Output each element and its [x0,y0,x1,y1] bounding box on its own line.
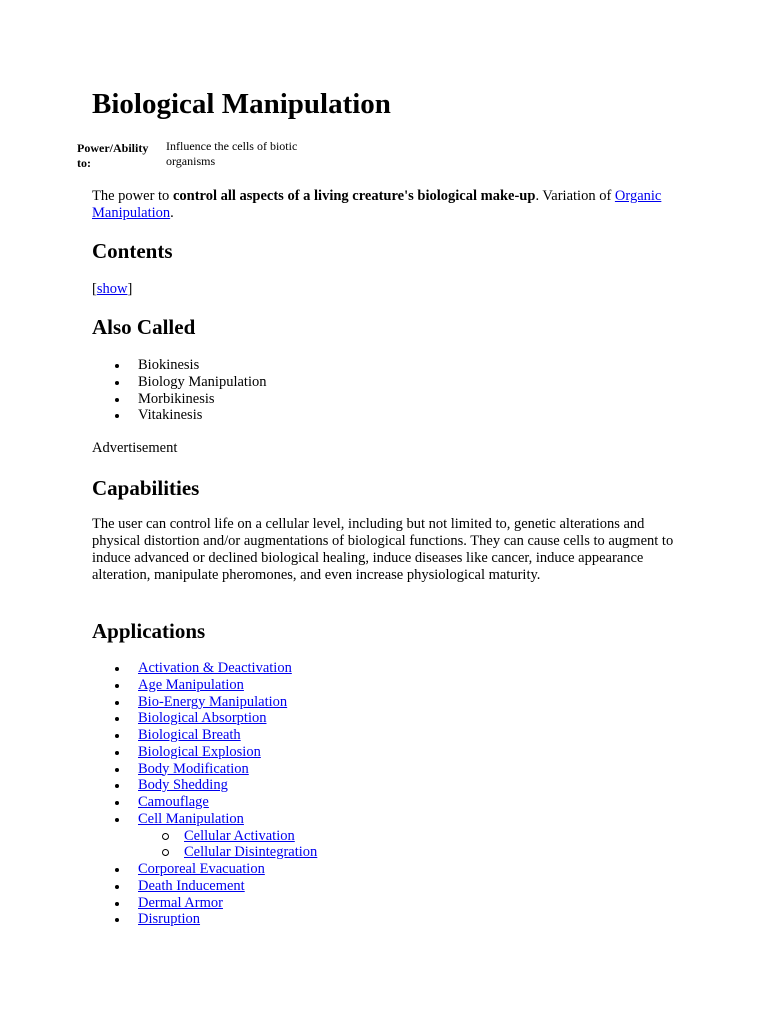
hollow-bullet-icon [162,849,169,856]
bullet-icon [115,818,119,822]
intro-bold-text: control all aspects of a living creature's biological make-up [172,188,536,204]
bullet-icon [115,885,119,889]
application-link[interactable]: Biological Breath [138,727,241,743]
show-contents-link[interactable]: show [96,281,128,297]
list-item [92,391,266,408]
application-link[interactable]: Body Shedding [138,777,228,794]
applications-heading: Applications [92,619,206,643]
list-item [92,911,317,928]
list-item [92,794,317,811]
application-link[interactable]: Cell Manipulation [138,810,244,827]
list-item [92,407,266,424]
bullet-icon [115,398,119,402]
list-item [92,761,317,778]
contents-toggle-line [92,281,292,298]
also-called-list [92,357,266,424]
list-item [92,811,317,828]
application-link[interactable]: Camouflage [138,794,209,810]
bullet-icon [115,667,119,671]
bullet-icon [115,868,119,872]
list-item-label: Vitakinesis [138,407,203,424]
bullet-icon [115,768,119,772]
capabilities-heading: Capabilities [92,476,200,500]
toc-bracket-close: ] [127,281,133,297]
list-item-label: Morbikinesis [138,390,215,407]
bullet-icon [115,381,119,385]
also-called-heading: Also Called [92,315,196,339]
bullet-icon [115,784,119,788]
list-item-label: Biokinesis [138,357,200,373]
list-item [92,357,266,374]
list-item [92,694,317,711]
hollow-bullet-icon [162,833,169,840]
bullet-icon [115,684,119,688]
organic-manipulation-link[interactable]: Organic Manipulation [92,188,662,221]
list-item [92,744,317,761]
application-link[interactable]: Bio-Energy Manipulation [138,693,288,710]
application-link[interactable]: Disruption [138,911,201,928]
list-item-label: Biology Manipulation [138,373,267,390]
application-link[interactable]: Dermal Armor [138,894,223,911]
list-item [92,861,317,878]
bullet-icon [115,701,119,705]
list-item [92,727,317,744]
list-item [92,710,317,727]
sub-list-item [92,844,317,861]
list-item [92,677,317,694]
list-item [92,374,266,391]
bullet-icon [115,918,119,922]
intro-middle: . Variation of [535,188,615,204]
application-sub-link[interactable]: Cellular Activation [184,827,295,844]
list-item [92,895,317,912]
infobox-label: Power/Ability to: [77,141,149,170]
bullet-icon [115,414,119,418]
application-link[interactable]: Biological Absorption [138,710,267,727]
list-item [92,660,317,677]
application-link[interactable]: Death Inducement [138,877,245,894]
list-item [92,878,317,895]
bullet-icon [115,717,119,721]
application-link[interactable]: Corporeal Evacuation [138,861,265,877]
bullet-icon [115,801,119,805]
page-title: Biological Manipulation [92,88,391,120]
capabilities-paragraph: The user can control life on a cellular level, including but not limited to, genetic alterations and physical distortion and/or augmentations of biological functions. They can cause cells to augment to induce advanced or declined biological healing, induce diseases like cancer, induce appearance alteration, manipulate pheromones, and even increase physiological maturity. [92,516,674,583]
application-link[interactable]: Activation & Deactivation [138,660,292,676]
list-item [92,777,317,794]
application-sub-link[interactable]: Cellular Disintegration [184,844,318,861]
intro-suffix: . [170,205,174,221]
toc-bracket-open: [ [92,281,97,297]
bullet-icon [115,734,119,738]
bullet-icon [115,902,119,906]
intro-prefix: The power to [92,188,173,204]
sub-list-item [92,828,317,845]
application-link[interactable]: Age Manipulation [138,676,244,693]
application-link[interactable]: Body Modification [138,760,249,777]
application-link[interactable]: Biological Explosion [138,743,261,760]
contents-heading: Contents [92,239,173,263]
infobox-value: Influence the cells of biotic organisms [166,139,298,168]
advertisement-label: Advertisement [92,440,178,456]
bullet-icon [115,364,119,368]
bullet-icon [115,751,119,755]
intro-paragraph [92,188,672,222]
applications-list [92,660,317,928]
